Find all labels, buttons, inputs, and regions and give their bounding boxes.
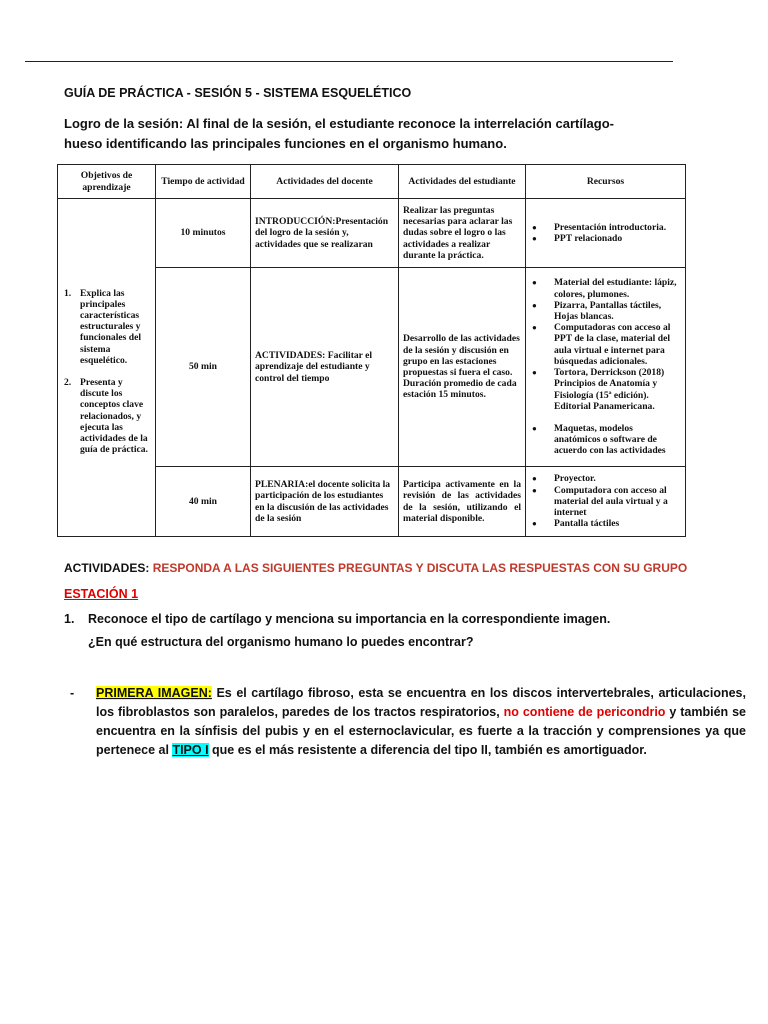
objective-item	[64, 377, 151, 455]
answer-part-1: Es el cartílago fibroso, esta se encuentra en los discos intervertebrales, articulaciones, los fibroblastos son paralelos, paredes de los tractos respiratorios,	[96, 686, 746, 719]
list-item: ● Computadoras con acceso al PPT de la clase, material del aula virtual e internet para búsquedas adicionales.	[532, 322, 671, 367]
recursos-cell	[526, 199, 686, 268]
time-cell: 10 minutos	[156, 199, 251, 268]
docente-cell	[251, 268, 399, 467]
activities-label: ACTIVIDADES:	[64, 561, 150, 575]
session-plan-table	[57, 164, 686, 537]
bullet-icon: ●	[532, 323, 537, 333]
question-number: 1.	[64, 612, 75, 626]
objectives-cell	[58, 199, 156, 537]
docente-label: PLENARIA:	[255, 479, 309, 491]
objective-text: Explica las principales características estructurales y funcionales del sistema esquelético.	[80, 287, 142, 366]
list-item: ● Maquetas, modelos anatómicos o software de acuerdo con las actividades	[532, 422, 666, 457]
recursos-cell	[526, 268, 686, 467]
answer-part-2: y también se encuentra en la sínfisis del pubis y en el esternoclavicular, es fuerte a la tracción y comprensiones ya que pertenece al	[96, 705, 746, 757]
table-header-row	[58, 165, 686, 199]
docente-label: ACTIVIDADES:	[255, 350, 326, 362]
docente-text: Facilitar el aprendizaje del estudiante y control del tiempo	[255, 350, 373, 384]
list-item: ● Pantalla táctiles	[532, 518, 620, 530]
time-cell: 50 min	[156, 268, 251, 467]
answer-tipo: TIPO I	[172, 743, 209, 757]
question-text: Reconoce el tipo de cartílago y menciona su importancia en la correspondiente imagen.	[88, 612, 611, 626]
bullet-icon: ●	[532, 300, 537, 310]
activities-instruction: RESPONDA A LAS SIGUIENTES PREGUNTAS Y DISCUTA LAS RESPUESTAS CON SU GRUPO	[152, 561, 688, 575]
docente-label: INTRODUCCIÓN:	[255, 216, 336, 228]
list-item: ● Pizarra, Pantallas táctiles, Hojas blancas.	[532, 299, 662, 323]
answer-highlight-red: no contiene de pericondrio	[503, 705, 666, 719]
docente-cell	[251, 467, 399, 537]
list-item: ● Material del estudiante: lápiz, colores, plumones.	[532, 277, 677, 300]
bullet-icon: ●	[532, 485, 537, 495]
list-item: ● Proyector.	[532, 473, 596, 485]
objective-item	[64, 288, 151, 366]
bullet-icon: ●	[532, 234, 537, 243]
question-1-sub: ¿En qué estructura del organismo humano lo puedes encontrar?	[88, 635, 474, 649]
time-cell: 40 min	[156, 467, 251, 537]
list-item: ● Presentación introductoria.	[532, 221, 667, 233]
answer-label: PRIMERA IMAGEN:	[96, 686, 212, 700]
station-heading: ESTACIÓN 1	[64, 587, 139, 601]
bullet-icon: ●	[532, 278, 537, 288]
list-item: ● Tortora, Derrickson (2018) Principios de Anatomía y Fisiología (15ª edición). Editorial Panamericana.	[532, 367, 665, 412]
estudiante-cell: Participa activamente en la revisión de las actividades de la sesión, utilizando el material disponible.	[399, 467, 526, 537]
answer-dash: -	[70, 686, 75, 700]
bullet-icon: ●	[532, 222, 537, 232]
recursos-cell	[526, 467, 686, 537]
list-item: ● PPT relacionado	[532, 233, 623, 244]
docente-cell	[251, 199, 399, 268]
bullet-icon: ●	[532, 423, 537, 433]
estudiante-cell: Realizar las preguntas necesarias para aclarar las dudas sobre el logro o las actividades a realizar durante la práctica.	[399, 199, 526, 268]
session-goal: Logro de la sesión: Al final de la sesión, el estudiante reconoce la interrelación cartílago-hueso identificando las principales funciones en el organismo humano.	[64, 116, 614, 151]
activities-heading	[64, 561, 687, 575]
table-row	[58, 199, 686, 268]
bullet-icon: ●	[532, 519, 537, 529]
question-1	[64, 612, 610, 626]
header-tiempo: Tiempo de actividad	[156, 165, 251, 199]
objective-text: Presenta y discute los conceptos clave relacionados, y ejecuta las actividades de la guía de práctica.	[80, 377, 148, 456]
header-estudiante: Actividades del estudiante	[399, 165, 526, 199]
answer-paragraph	[96, 684, 746, 760]
answer-part-3: que es el más resistente a diferencia del tipo II, también es amortiguador.	[208, 743, 647, 757]
list-item: ● Computadora con acceso al material del aula virtual y a internet	[532, 484, 668, 519]
bullet-icon: ●	[532, 368, 537, 378]
header-objetivos: Objetivos de aprendizaje	[58, 165, 156, 199]
docente-text: el docente solicita la participación de los estudiantes en la discusión de las actividades de la sesión	[255, 479, 391, 524]
estudiante-cell: Desarrollo de las actividades de la sesión y discusión en grupo en las estaciones propuestas si fuera el caso. Duración promedio de cada estación 15 minutos.	[399, 268, 526, 467]
bullet-icon: ●	[532, 474, 537, 484]
top-rule	[25, 61, 673, 62]
docente-text: Presentación del logro de la sesión y, actividades que se realizaran	[255, 216, 389, 250]
objective-number: 2.	[64, 377, 72, 388]
header-recursos: Recursos	[526, 165, 686, 199]
objective-number: 1.	[64, 287, 72, 299]
header-docente: Actividades del docente	[251, 165, 399, 199]
page-title: GUÍA DE PRÁCTICA - SESIÓN 5 - SISTEMA ESQUELÉTICO	[64, 86, 412, 100]
